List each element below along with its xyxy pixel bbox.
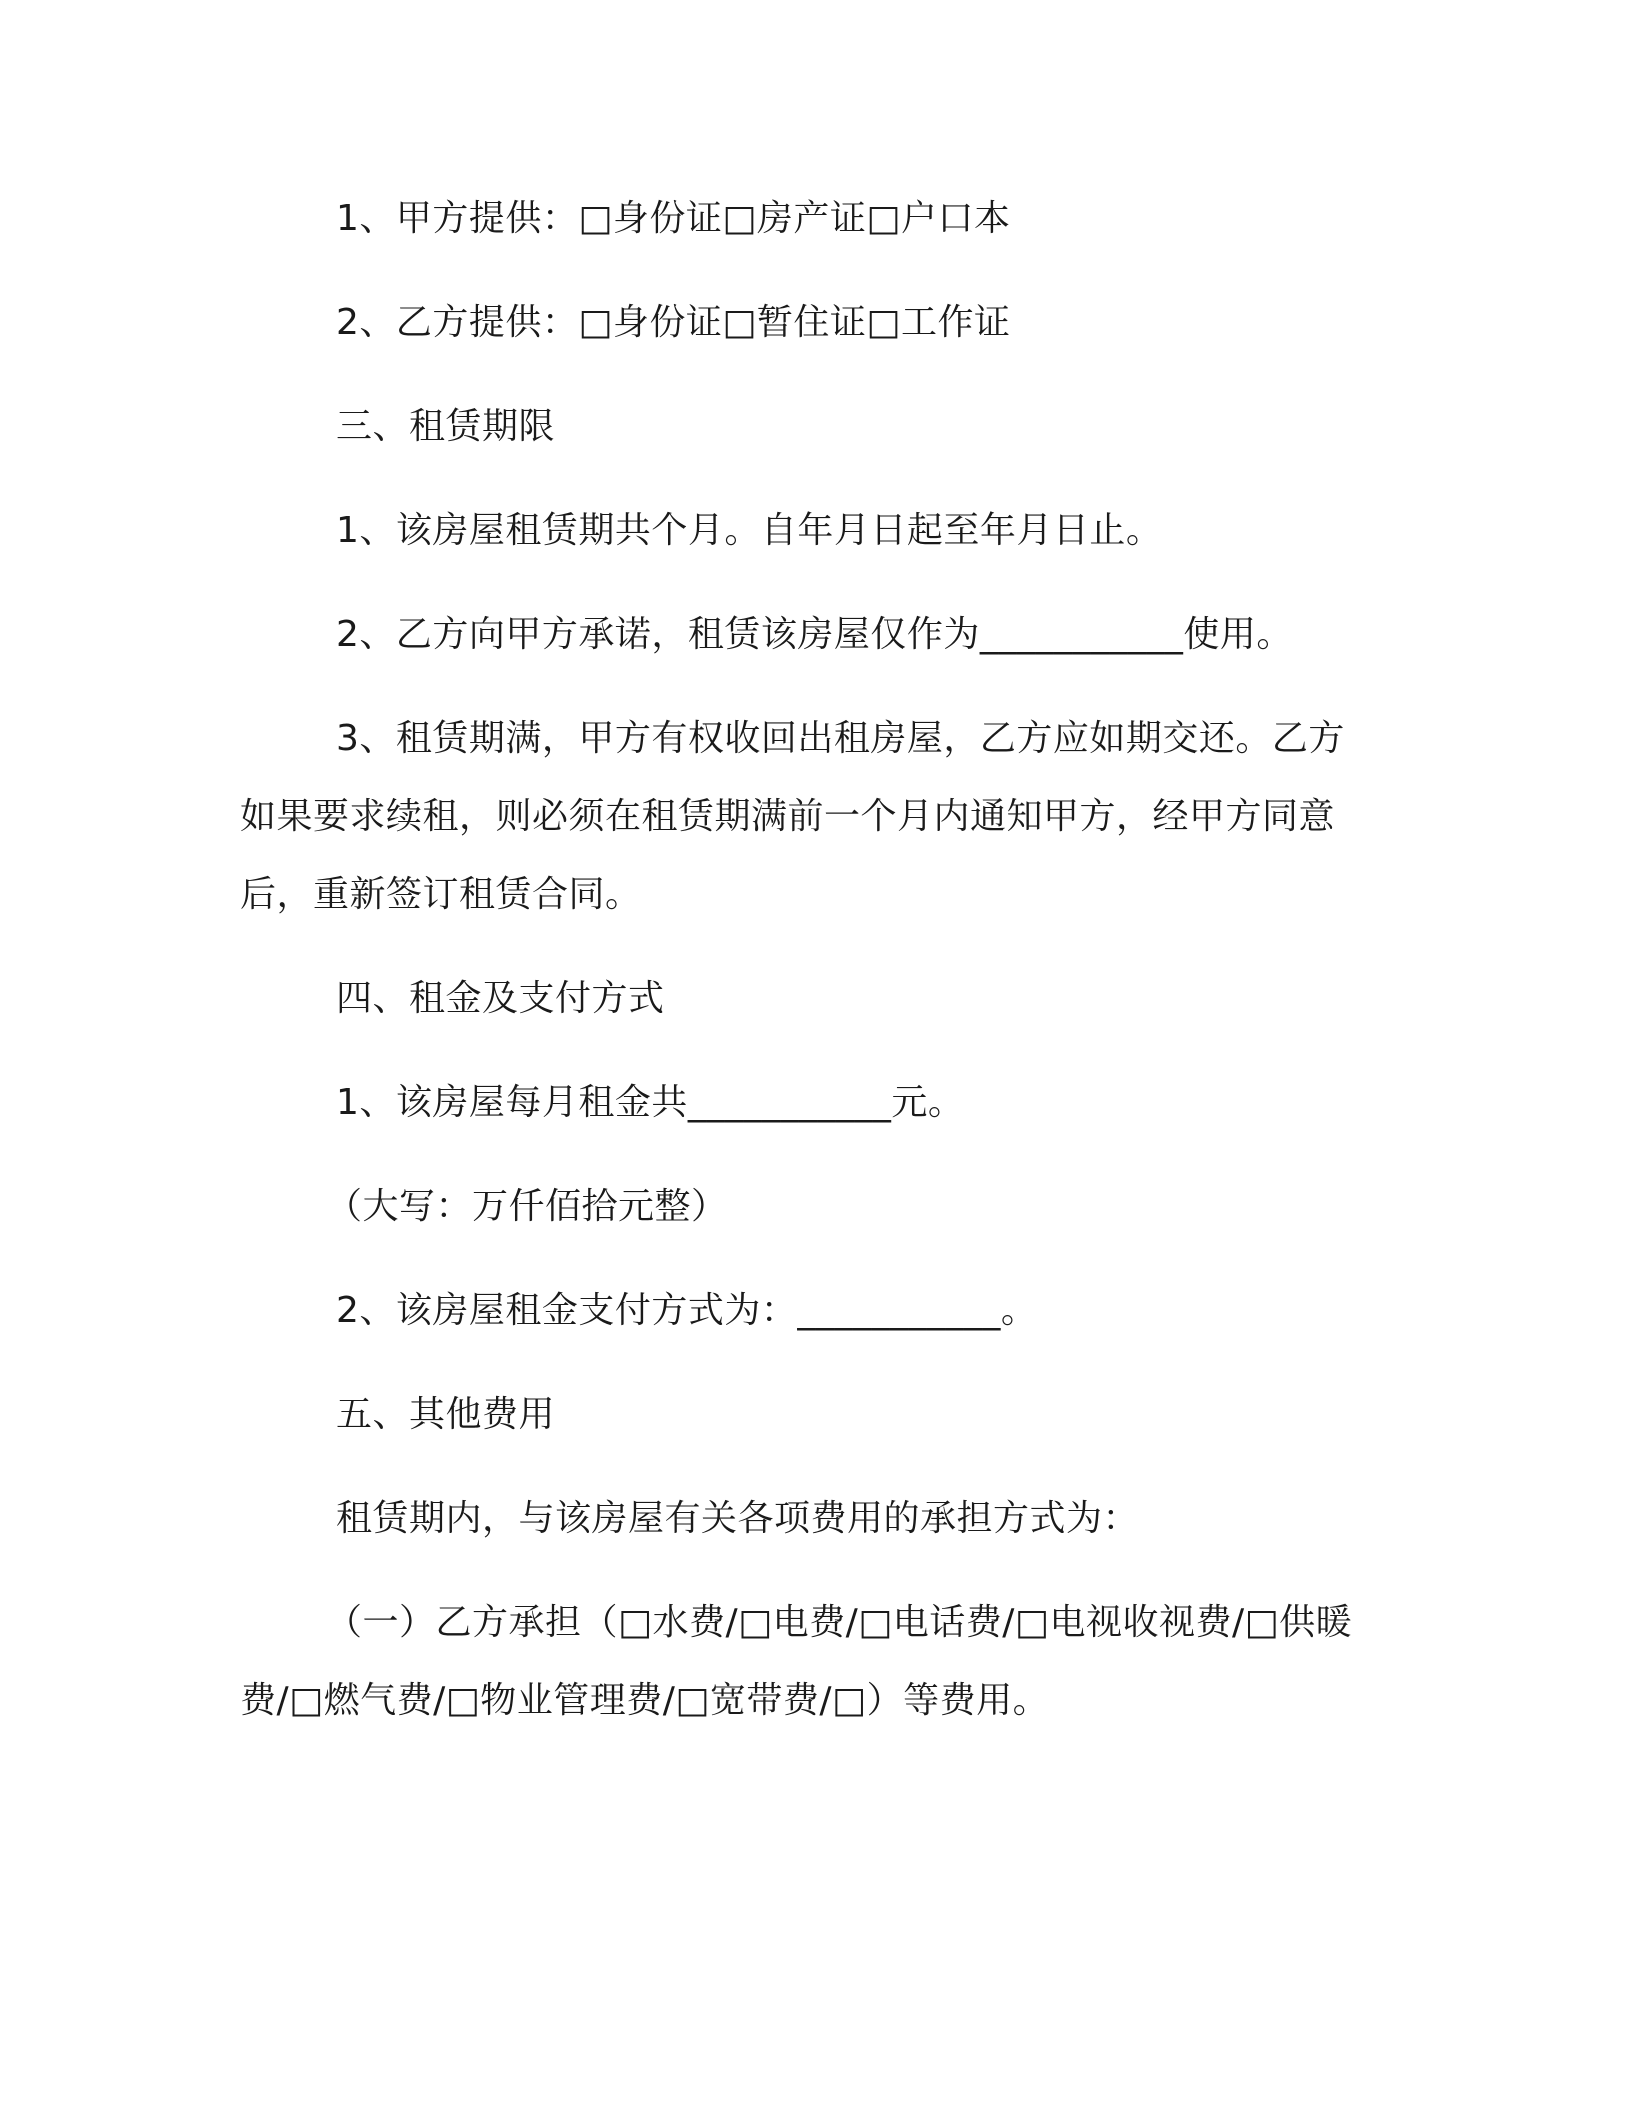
section-heading-other-fees: 五、其他费用 (336, 1394, 556, 1435)
clause-payment-method: 2、该房屋租金支付方式为：___________。 (336, 1290, 1038, 1331)
document-body (240, 180, 1370, 1766)
clause-lease-expiry: 3、租赁期满，甲方有权收回出租房屋，乙方应如期交还。乙方如果要求续租，则必须在租赁期满前一个月内通知甲方，经甲方同意后，重新签订租赁合同。 (240, 718, 1345, 915)
section-heading-rent-payment: 四、租金及支付方式 (336, 978, 665, 1019)
clause-usage-promise: 2、乙方向甲方承诺，租赁该房屋仅作为___________使用。 (336, 614, 1293, 655)
clause-fee-intro: 租赁期内，与该房屋有关各项费用的承担方式为： (336, 1498, 1140, 1539)
section-heading-lease-term: 三、租赁期限 (336, 406, 556, 447)
clause-monthly-rent: 1、该房屋每月租金共___________元。 (336, 1082, 965, 1123)
clause-lease-period: 1、该房屋租赁期共个月。自年月日起至年月日止。 (336, 510, 1163, 551)
clause-party-b-fees: （一）乙方承担（□水费/□电费/□电话费/□电视收视费/□供暖费/□燃气费/□物业管理费/□宽带费/□）等费用。 (240, 1602, 1353, 1721)
clause-party-b-documents: 2、乙方提供：□身份证□暂住证□工作证 (336, 302, 1011, 343)
clause-party-a-documents: 1、甲方提供：□身份证□房产证□户口本 (336, 198, 1011, 239)
clause-rent-capitalized: （大写：万仟佰拾元整） (326, 1186, 728, 1227)
